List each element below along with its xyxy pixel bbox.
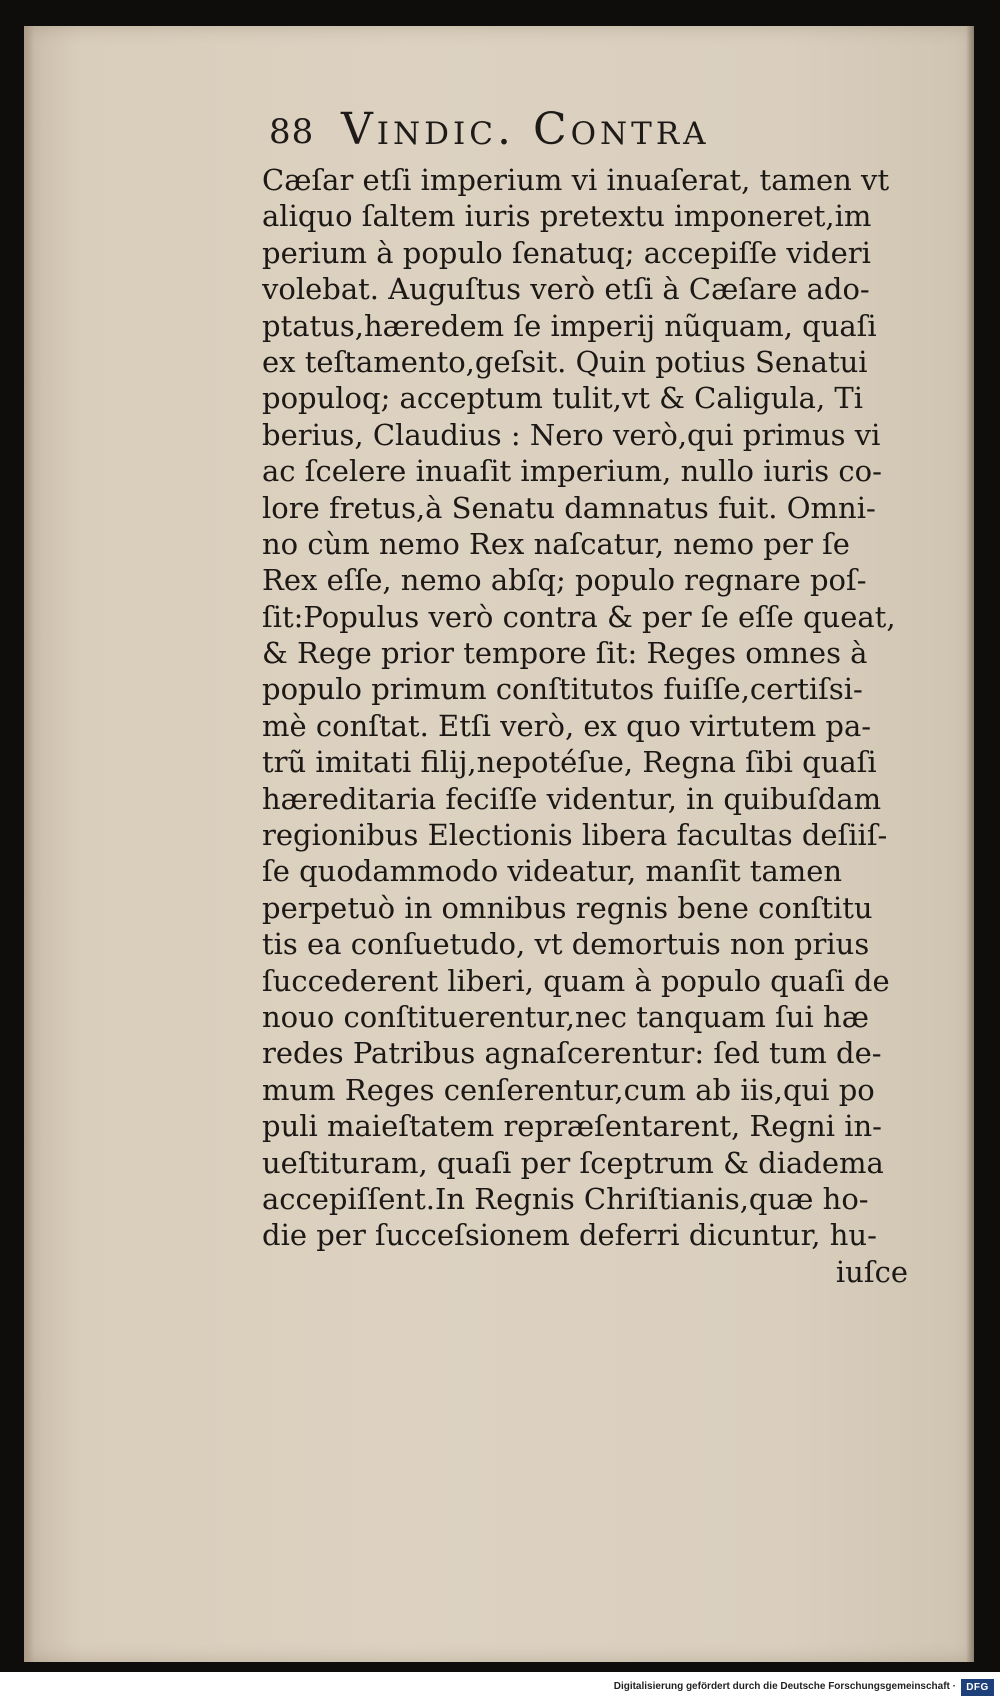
text-line: accepiſſent.In Regnis Chriſtianis,quæ ho-: [262, 1181, 869, 1216]
text-line: lore fretus,à Senatu damnatus fuit. Omni-: [262, 490, 876, 525]
body-text: [262, 162, 908, 1290]
page-gutter: [24, 26, 34, 1662]
running-title: Vindic. Contra: [341, 104, 710, 155]
text-line: Cæſar etſi imperium vi inuaſerat, tamen vt: [262, 163, 890, 197]
text-line: nouo conſtituerentur,nec tanquam ſui hæ: [262, 999, 869, 1034]
dfg-logo: DFG: [961, 1679, 994, 1696]
text-line: mè conſtat. Etſi verò, ex quo virtutem pa-: [262, 708, 872, 743]
page-edge: [966, 26, 974, 1662]
text-line: aliquo ſaltem iuris pretextu imponeret,im: [262, 199, 872, 234]
text-line: hæreditaria feciſſe videntur, in quibuſdam: [262, 781, 882, 816]
text-line: ſe quodammodo videatur, manſit tamen: [262, 854, 843, 889]
funding-credit: Digitalisierung gefördert durch die Deutsche Forschungsgemeinschaft ·: [613, 1681, 956, 1692]
text-line: ueſtituram, quaſi per ſceptrum & diadema: [262, 1145, 884, 1180]
text-line: tis ea conſuetudo, vt demortuis non prius: [262, 927, 870, 962]
text-line: Rex eſſe, nemo abſq; populo regnare poſ-: [262, 563, 867, 598]
text-line: ptatus,hæredem ſe imperij nũquam, quaſi: [262, 308, 877, 343]
text-line: ex teſtamento,geſsit. Quin potius Senatui: [262, 344, 868, 379]
text-line: trũ imitati filij,nepotéſue, Regna ſibi quaſi: [262, 745, 877, 780]
text-line: ac ſcelere inuaſit imperium, nullo iuris co-: [262, 454, 882, 489]
text-line: populo primum conſtitutos fuiſſe,certiſsi-: [262, 672, 863, 707]
text-line: redes Patribus agnaſcerentur: ſed tum de-: [262, 1036, 882, 1071]
text-line: perpetuò in omnibus regnis bene conſtitu: [262, 890, 873, 925]
text-line: populoq; acceptum tulit,vt & Caligula, Ti: [262, 381, 864, 416]
text-line: berius, Claudius : Nero verò,qui primus vi: [262, 417, 881, 452]
text-line: puli maieſtatem repræſentarent, Regni in-: [262, 1109, 882, 1144]
text-line: die per ſucceſsionem deferri dicuntur, hu-: [262, 1218, 877, 1253]
text-line: no cùm nemo Rex naſcatur, nemo per ſe: [262, 526, 850, 561]
page-number: 88: [269, 112, 315, 152]
text-line: & Rege prior tempore ſit: Reges omnes à: [262, 636, 868, 671]
page-header: [269, 104, 909, 166]
footer-bar: [0, 1672, 1000, 1707]
text-line: ſuccederent liberi, quam à populo quaſi de: [262, 963, 890, 998]
text-line: perium à populo ſenatuq; accepiſſe videri: [262, 235, 871, 270]
text-line: mum Reges cenſerentur,cum ab iis,qui po: [262, 1072, 875, 1107]
text-line: volebat. Auguſtus verò etſi à Cæſare ado-: [262, 272, 870, 307]
catchword: iuſce: [835, 1254, 908, 1289]
text-line: regionibus Electionis libera facultas deſiiſ-: [262, 818, 888, 853]
text-line: ſit:Populus verò contra & per ſe eſſe queat,: [262, 599, 896, 634]
